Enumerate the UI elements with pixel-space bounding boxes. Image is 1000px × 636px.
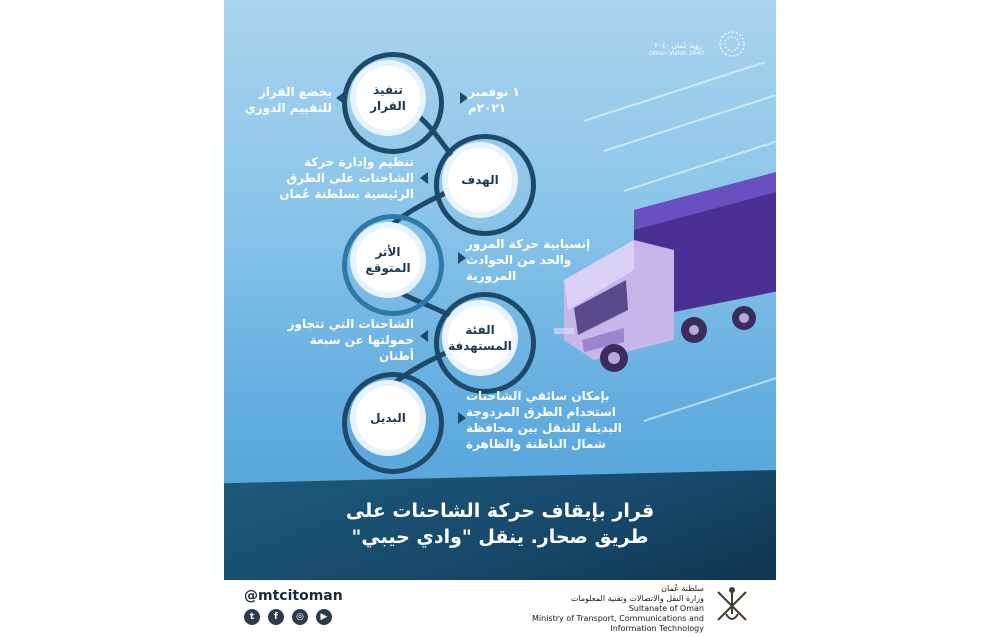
ministry-ar-2: وزارة النقل والاتصالات وتقنية المعلومات (570, 594, 704, 603)
oman-emblem-icon (710, 584, 754, 628)
node-target: الفئة المستهدفة (448, 306, 512, 370)
node-alternative-text: بإمكان سائقي الشاحنات استخدام الطرق المزدوجة البديلة للتنقل بين محافظة شمال الباطنة والظاهرة (466, 389, 622, 451)
arrow-left-icon (420, 172, 428, 184)
arrow-left-icon (420, 330, 428, 342)
node-implementation: تنفيذ القرار (356, 66, 420, 130)
node-goal-text: تنظيم وإدارة حركة الشاحنات على الطرق الرئيسية بسلطنة عُمان (279, 155, 414, 201)
node-goal: الهدف (448, 148, 512, 212)
ministry-credit (484, 584, 704, 634)
arrow-right-icon (458, 412, 466, 424)
ministry-ar-1: سلطنة عُمان (661, 584, 704, 593)
node-date: ١ نوفمبر ٢٠٢١م (468, 85, 520, 115)
ministry-en-1: Sultanate of Oman (628, 604, 704, 613)
arrow-left-icon (336, 92, 344, 104)
twitter-icon[interactable]: t (244, 609, 260, 625)
page-title: قرار بإيقاف حركة الشاحنات على طريق صحار. ينقل "وادي حيبي" (345, 500, 655, 548)
arrow-right-icon (458, 252, 466, 264)
instagram-icon[interactable]: ◎ (292, 609, 308, 625)
infographic-poster (224, 0, 776, 636)
ministry-en-2: Ministry of Transport, Communications and (532, 614, 704, 623)
social-handle[interactable]: @mtcitoman (244, 588, 343, 604)
node-alternative: البديل (356, 386, 420, 450)
youtube-icon[interactable]: ▶ (316, 609, 332, 625)
facebook-icon[interactable]: f (268, 609, 284, 625)
vision-logo-sub: Oman Vision 2040 (648, 50, 704, 57)
truck-illustration (554, 170, 776, 380)
vision-logo-text: رؤية عُمان ٢٠٤٠ (654, 42, 702, 50)
arrow-right-icon (460, 92, 468, 104)
node-target-text: الشاحنات التي تتجاوز حمولتها عن سبعة أطنان (287, 317, 414, 363)
node-impact: الأثر المتوقع (356, 228, 420, 292)
node-impact-text: إنسيابية حركة المرور والحد من الحوادث المرورية (466, 237, 591, 283)
node-review-text: يخضع القرار للتقييم الدوري (244, 85, 332, 115)
ministry-en-3: Information Technology (610, 624, 704, 633)
